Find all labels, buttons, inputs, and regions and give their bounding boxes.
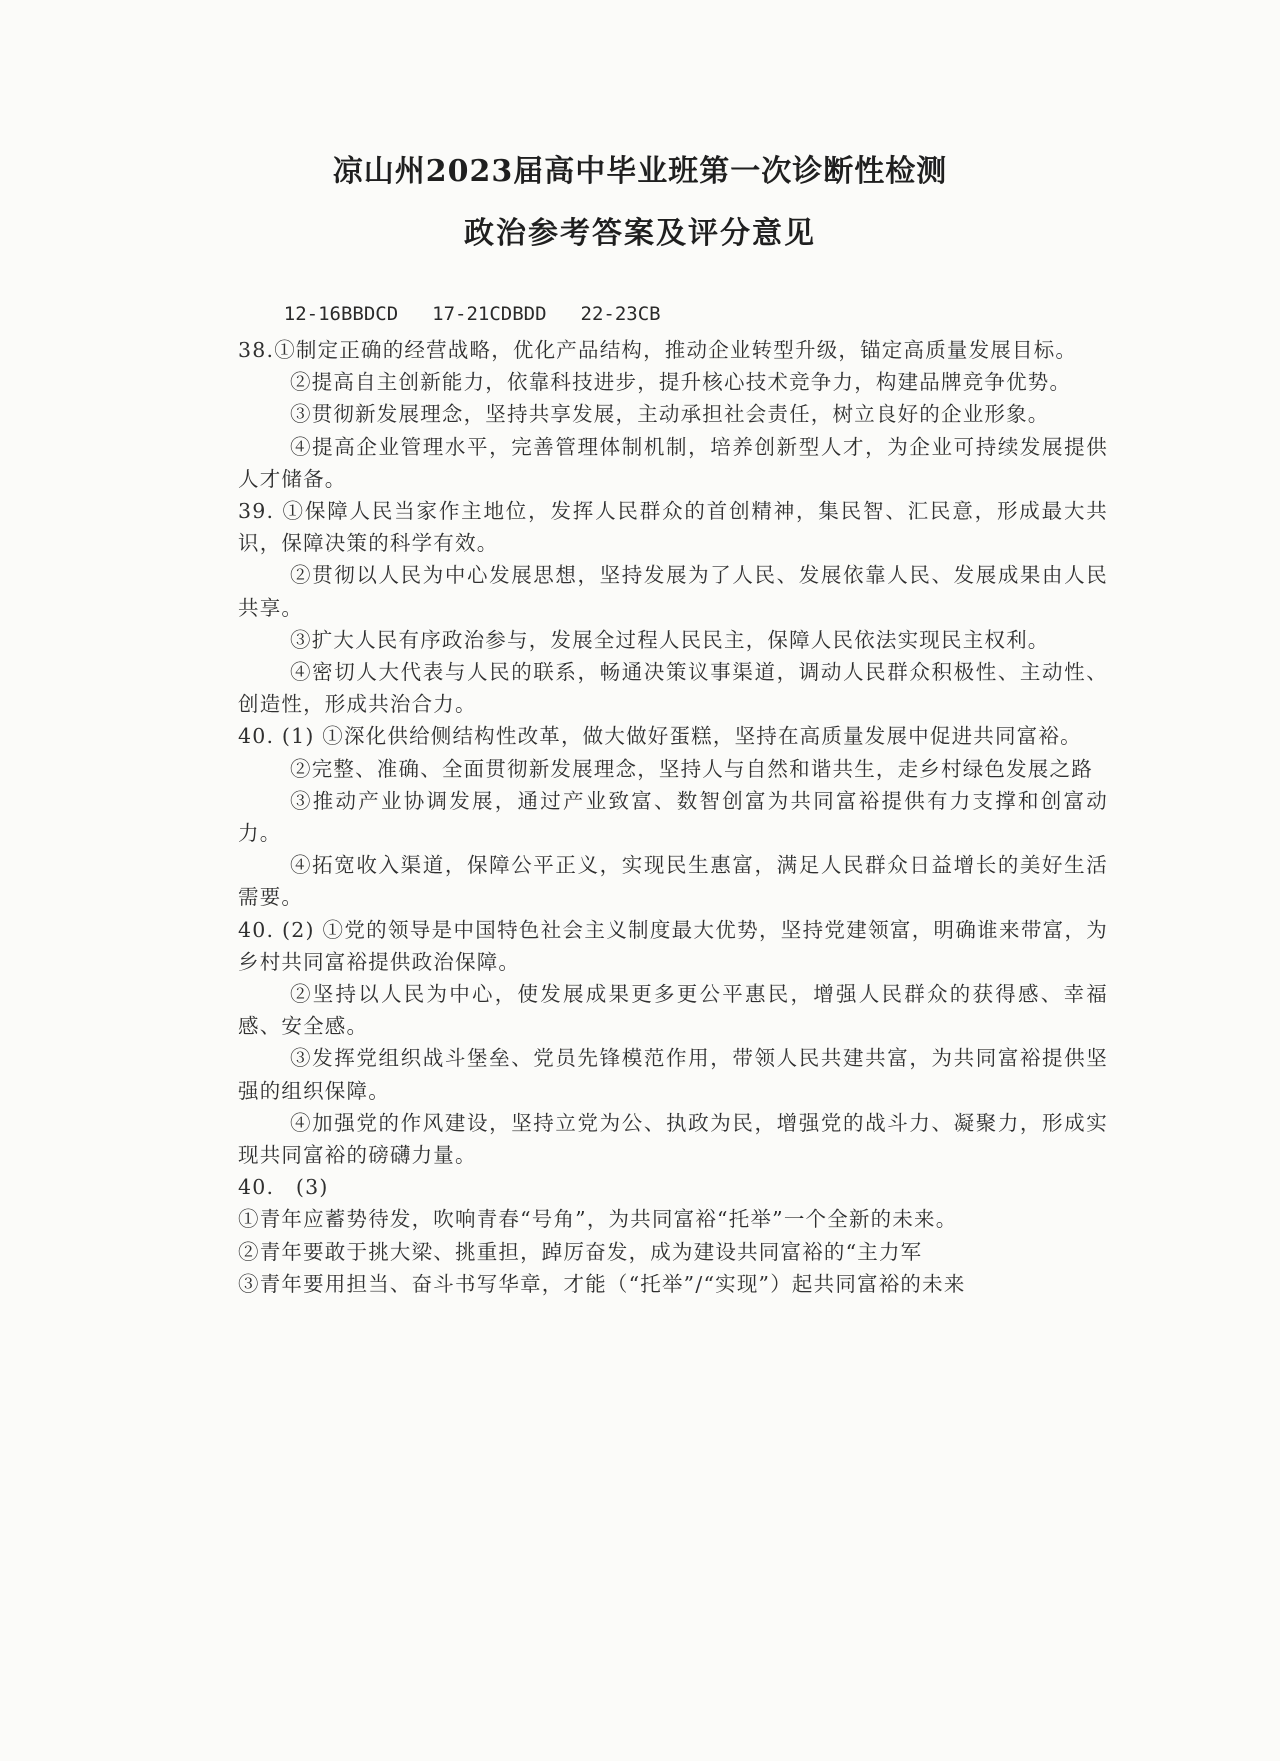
- answer-paragraph: ③扩大人民有序政治参与，发展全过程人民民主，保障人民依法实现民主权利。: [290, 627, 1050, 652]
- answer-paragraph: ④拓宽收入渠道，保障公平正义，实现民生惠富，满足人民群众日益增长的美好生活需要。: [238, 853, 1108, 910]
- answer-paragraph: ③贯彻新发展理念，坚持共享发展，主动承担社会责任，树立良好的企业形象。: [290, 402, 1050, 427]
- answer-paragraph: 40. (1) ①深化供给侧结构性改革，做大做好蛋糕，坚持在高质量发展中促进共同富裕。: [238, 724, 1082, 749]
- answer-paragraph: ④提高企业管理水平，完善管理体制机制，培养创新型人才，为企业可持续发展提供人才储备。: [238, 434, 1108, 491]
- mc-answer-group: 22-23CB: [580, 303, 661, 325]
- answer-paragraph: ③青年要用担当、奋斗书写华章，才能（“托举”/“实现”）起共同富裕的未来: [238, 1271, 966, 1296]
- answer-paragraph: 40. (3): [238, 1175, 329, 1200]
- mc-answer-group: 12-16BBDCD: [283, 303, 399, 325]
- answer-paragraph: ②提高自主创新能力，依靠科技进步，提升核心技术竞争力，构建品牌竞争优势。: [290, 370, 1072, 395]
- answer-paragraph: ①青年应蓄势待发，吹响青春“号角”，为共同富裕“托举”一个全新的未来。: [238, 1207, 958, 1232]
- answer-paragraph: ②贯彻以人民为中心发展思想，坚持发展为了人民、发展依靠人民、发展成果由人民共享。: [238, 563, 1108, 620]
- answer-paragraph: ③推动产业协调发展，通过产业致富、数智创富为共同富裕提供有力支撑和创富动力。: [238, 788, 1108, 846]
- answer-paragraph: ②青年要敢于挑大梁、挑重担，踔厉奋发，成为建设共同富裕的“主力军: [238, 1239, 923, 1264]
- answer-paragraph: 40. (2) ①党的领导是中国特色社会主义制度最大优势，坚持党建领富，明确谁来带富，为乡村共同富裕提供政治保障。: [238, 917, 1108, 974]
- answer-paragraph: 39. ①保障人民当家作主地位，发挥人民群众的首创精神，集民智、汇民意，形成最大共识，保障决策的科学有效。: [238, 499, 1108, 556]
- answer-paragraph: ③发挥党组织战斗堡垒、党员先锋模范作用，带领人民共建共富，为共同富裕提供坚强的组织保障。: [238, 1046, 1108, 1103]
- mc-answer-group: 17-21CDBDD: [432, 303, 547, 325]
- answer-body: [238, 334, 1108, 1300]
- answer-paragraph: ②完整、准确、全面贯彻新发展理念，坚持人与自然和谐共生，走乡村绿色发展之路: [290, 756, 1093, 781]
- answer-paragraph: ④加强党的作风建设，坚持立党为公、执政为民，增强党的战斗力、凝聚力，形成实现共同富裕的磅礴力量。: [238, 1110, 1108, 1168]
- answer-paragraph: ②坚持以人民为中心，使发展成果更多更公平惠民，增强人民群众的获得感、幸福感、安全感。: [238, 982, 1108, 1039]
- document-title: 凉山州2023届高中毕业班第一次诊断性检测: [332, 154, 948, 189]
- document-subtitle: 政治参考答案及评分意见: [464, 216, 816, 251]
- answer-paragraph: 38.①制定正确的经营战略，优化产品结构，推动企业转型升级，锚定高质量发展目标。: [238, 338, 1078, 362]
- answer-paragraph: ④密切人大代表与人民的联系，畅通决策议事渠道，调动人民群众积极性、主动性、创造性，形成共治合力。: [238, 660, 1108, 717]
